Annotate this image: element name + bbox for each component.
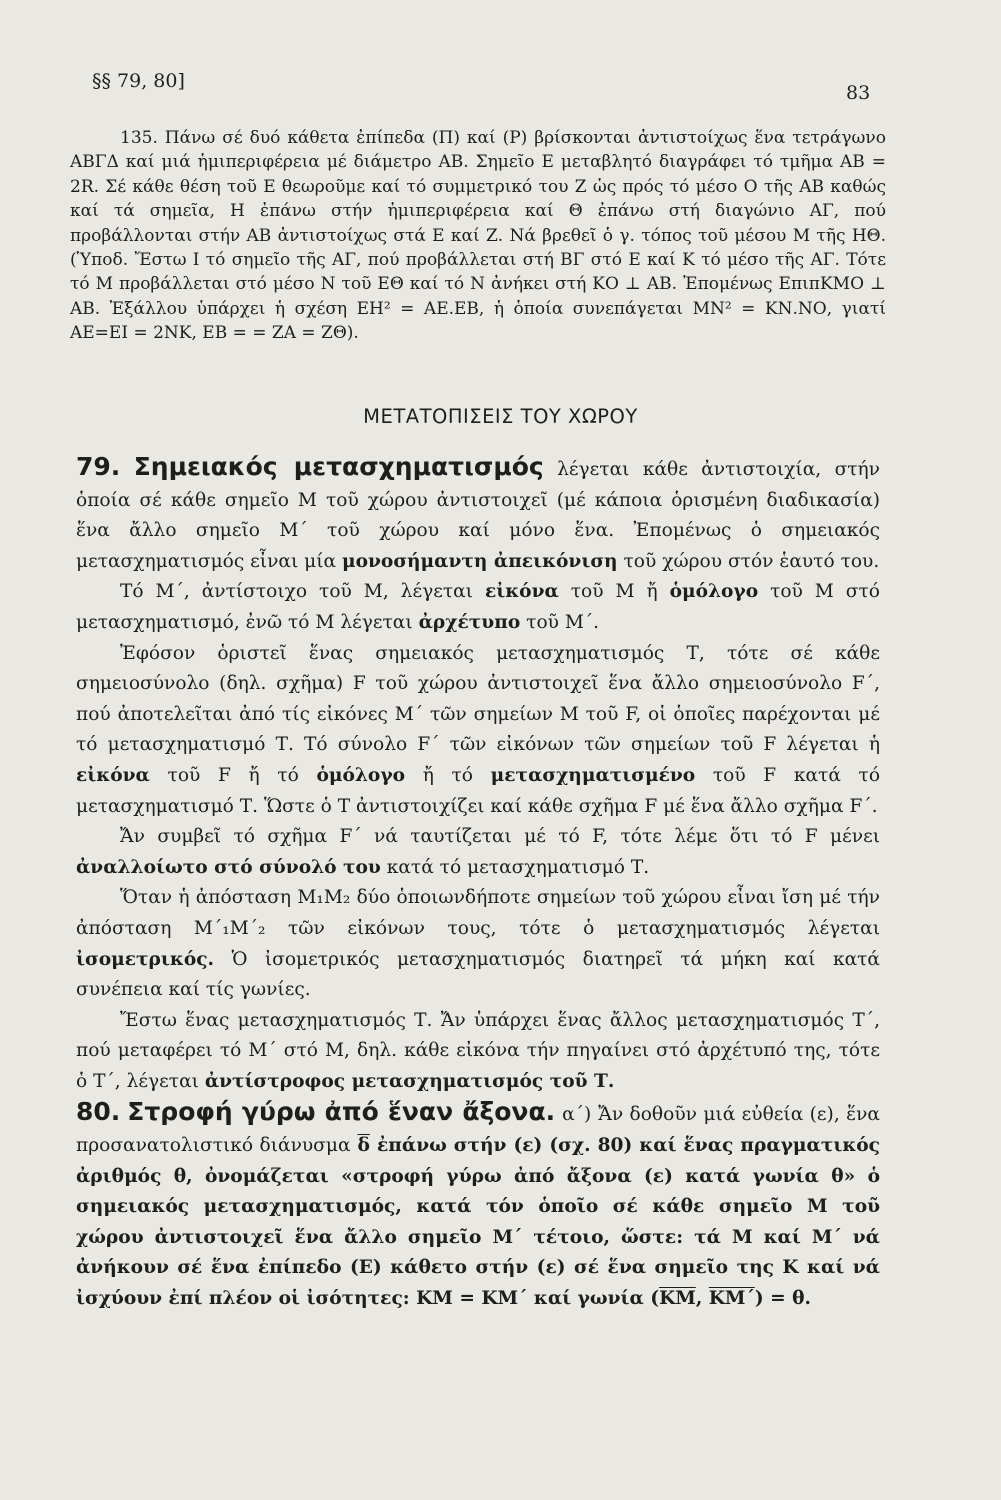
paragraph-text: τοῦ Μ΄. [526,611,600,633]
bold-term: ἀναλλοίωτο στό σύνολό του [76,856,381,878]
paragraph-text: λέγεται κάθε ἀντιστοιχία, στήν ὁποία σέ κάθε σημεῖο Μ τοῦ χώρου ἀντιστοιχεῖ (μέ κάποια ὁρισμένη διαδικασία) ἕνα ἄλλο σημεῖο Μ΄ τοῦ χώρου καί μόνο ἕνα. Ἐπομένως ὁ σημειακός μετασχηματισμός εἶναι μία [76,459,880,572]
vector-km: $\overline{KM}$ [659,1288,696,1310]
exercise-text: Πάνω σέ δυό κάθετα ἐπίπεδα (Π) καί (Ρ) βρίσκονται ἀντιστοίχως ἕνα τετράγωνο ΑΒΓΔ καί μιά ἡμιπεριφέρεια μέ διάμετρο ΑΒ. Σημεῖο Ε μεταβλητό διαγράφει τό τμῆμα ΑΒ = 2R. Σέ κάθε θέση τοῦ Ε θεωροῦμε καί τό συμμετρικό του Ζ ὡς πρός τό μέσο Ο τῆς ΑΒ καθώς καί τά σημεῖα, Η ἐπάνω στήν ἡμιπεριφέρεια καί Θ ἐπάνω στή διαγώνιο ΑΓ, πού προβάλλονται στήν ΑΒ ἀντιστοίχως στά Ε καί Ζ. Νά βρεθεῖ ὁ γ. τόπος τοῦ μέσου Μ τῆς ΗΘ. (Ὑποδ. Ἔστω Ι τό σημεῖο τῆς ΑΓ, πού προβάλλεται στή ΒΓ στό Ε καί Κ τό μέσο τῆς ΑΓ. Τότε τό Μ προβάλλεται στό μέσο Ν τοῦ ΕΘ καί τό Ν ἀνήκει στή ΚΟ ⊥ ΑΒ. Ἐπομένως ΕπιπΚΜΟ ⊥ ΑΒ. Ἐξάλλου ὑπάρχει ἡ σχέση ΕΗ² = ΑΕ.ΕΒ, ἡ ὁποία συνεπάγεται ΜΝ² = ΚΝ.ΝΟ, γιατί ΑΕ=ΕΙ = 2ΝΚ, ΕΒ = = ΖΑ = ΖΘ). [70,128,886,344]
bold-term: μονοσήμαντη ἀπεικόνιση [342,550,618,572]
exercise-135 [70,126,886,346]
paragraph-text: ) = θ. [754,1288,812,1310]
bold-term: ἀντίστροφος μετασχηματισμός τοῦ Τ. [204,1070,615,1092]
paragraph-text: Ὅταν ἡ ἀπόσταση Μ₁Μ₂ δύο ὁποιωνδήποτε σημείων τοῦ χώρου εἶναι ἴση μέ τήν ἀπόσταση Μ΄₁Μ΄₂ τῶν εἰκόνων τους, τότε ὁ μετασχηματισμός λέγεται [76,887,880,939]
paragraph-80-rotation [76,1097,880,1314]
bold-term: ὁμόλογο [669,581,759,603]
paragraph-isometric [76,883,880,1005]
main-text [76,452,880,1315]
vector-separator: , [695,1288,709,1310]
section-title: ΜΕΤΑΤΟΠΙΣΕΙΣ ΤΟΥ ΧΩΡΟΥ [363,405,638,428]
section-80-number: 80. [76,1097,121,1127]
section-79-number: 79. [76,452,121,481]
bold-term: ὁμόλογο [316,764,406,786]
bold-term: ἀρχέτυπο [418,611,521,633]
bold-term: εἰκόνα [76,764,150,786]
bold-term: εἰκόνα [484,581,559,603]
item-label: α΄) [562,1104,592,1126]
paragraph-text: Ἐφόσον ὁριστεῖ ἕνας σημειακός μετασχηματισμός Τ, τότε σέ κάθε σημειοσύνολο (δηλ. σχῆμα) F τοῦ χώρου ἀντιστοιχεῖ ἕνα ἄλλο σημειοσύνολο F΄, πού ἀποτελεῖται ἀπό τίς εἰκόνες Μ΄ τῶν σημείων Μ τοῦ F, οἱ ὁποῖες παρέχονται μέ τό μετασχηματισμό Τ. Τό σύνολο F΄ τῶν εἰκόνων τῶν σημείων τοῦ F λέγεται ἡ [76,642,880,756]
bold-term: ἰσομετρικός. [76,948,215,970]
paragraph-text: τοῦ F ἤ τό [167,764,299,786]
paragraph-text: ἐπάνω στήν (ε) (σχ. 80) καί ἕνας πραγματικός ἀριθμός θ, ὀνομάζεται «στροφή γύρω ἀπό ἄξονα (ε) κατά γωνία θ» ὁ σημειακός μετασχηματισμός, κατά τόν ὁποῖο σέ κάθε σημεῖο Μ τοῦ χώρου ἀντιστοιχεῖ ἕνα ἄλλο σημεῖο Μ΄ τέτοιο, ὥστε: τά Μ καί Μ΄ νά ἀνήκουν σέ ἕνα ἐπίπεδο (Ε) κάθετο στήν (ε) σέ ἕνα σημεῖο της Κ καί νά ἰσχύουν ἐπί πλέον οἱ ἰσότητες: ΚΜ = ΚΜ΄ καί γωνία ( [76,1135,880,1310]
paragraph-figure-image [76,639,880,823]
paragraph-text: ἤ τό [422,764,473,786]
paragraph-inverse [76,1006,880,1098]
paragraph-text: Ὁ ἰσομετρικός μετασχηματισμός διατηρεῖ τά μήκη καί κατά συνέπεια καί τίς γωνίες. [76,948,880,1001]
vector-delta: $\overline{\delta}$ [357,1135,370,1157]
paragraph-text: τοῦ Μ ἤ [570,581,658,603]
paragraph-text: τοῦ Μ στό μετασχηματισμό, ἐνῶ τό Μ λέγεται [76,581,880,633]
running-header-section-ref: §§ 79, 80] [92,70,185,92]
section-79-heading: Σημειακός μετασχηματισμός [133,452,544,481]
paragraph-79-intro [76,452,880,577]
exercise-number: 135. [120,128,158,148]
paragraph-image-definition [76,577,880,638]
paragraph-text: Ἄν συμβεῖ τό σχῆμα F΄ νά ταυτίζεται μέ τό F, τότε λέμε ὅτι τό F μένει [120,826,880,848]
vector-km-prime: $\overline{KM΄}$ [708,1288,755,1310]
paragraph-text: τοῦ χώρου στόν ἑαυτό του. [623,550,880,572]
paragraph-text: κατά τό μετασχηματισμό Τ. [386,856,650,878]
section-80-heading: Στροφή γύρω ἀπό ἕναν ἄξονα. [127,1097,556,1127]
paragraph-invariant [76,822,880,883]
paragraph-text: τοῦ F κατά τό μετασχηματισμό Τ. Ὥστε ὁ Τ ἀντιστοιχίζει καί κάθε σχῆμα F μέ ἕνα ἄλλο σχῆμα F΄. [76,764,881,817]
paragraph-text: Ἔστω ἕνας μετασχηματισμός Τ. Ἄν ὑπάρχει ἕνας ἄλλος μετασχηματισμός Τ΄, πού μεταφέρει τό Μ΄ στό Μ, δηλ. κάθε εἰκόνα τήν πηγαίνει στό ἀρχέτυπό της, τότε ὁ Τ΄, λέγεται [76,1009,880,1092]
page-number: 83 [846,82,871,104]
bold-term: μετασχηματισμένο [490,764,696,786]
paragraph-text: Ἄν δοθοῦν μιά εὐθεία (ε), ἕνα προσανατολιστικό διάνυσμα [76,1104,880,1157]
paragraph-text: Τό Μ΄, ἀντίστοιχο τοῦ Μ, λέγεται [120,581,473,603]
